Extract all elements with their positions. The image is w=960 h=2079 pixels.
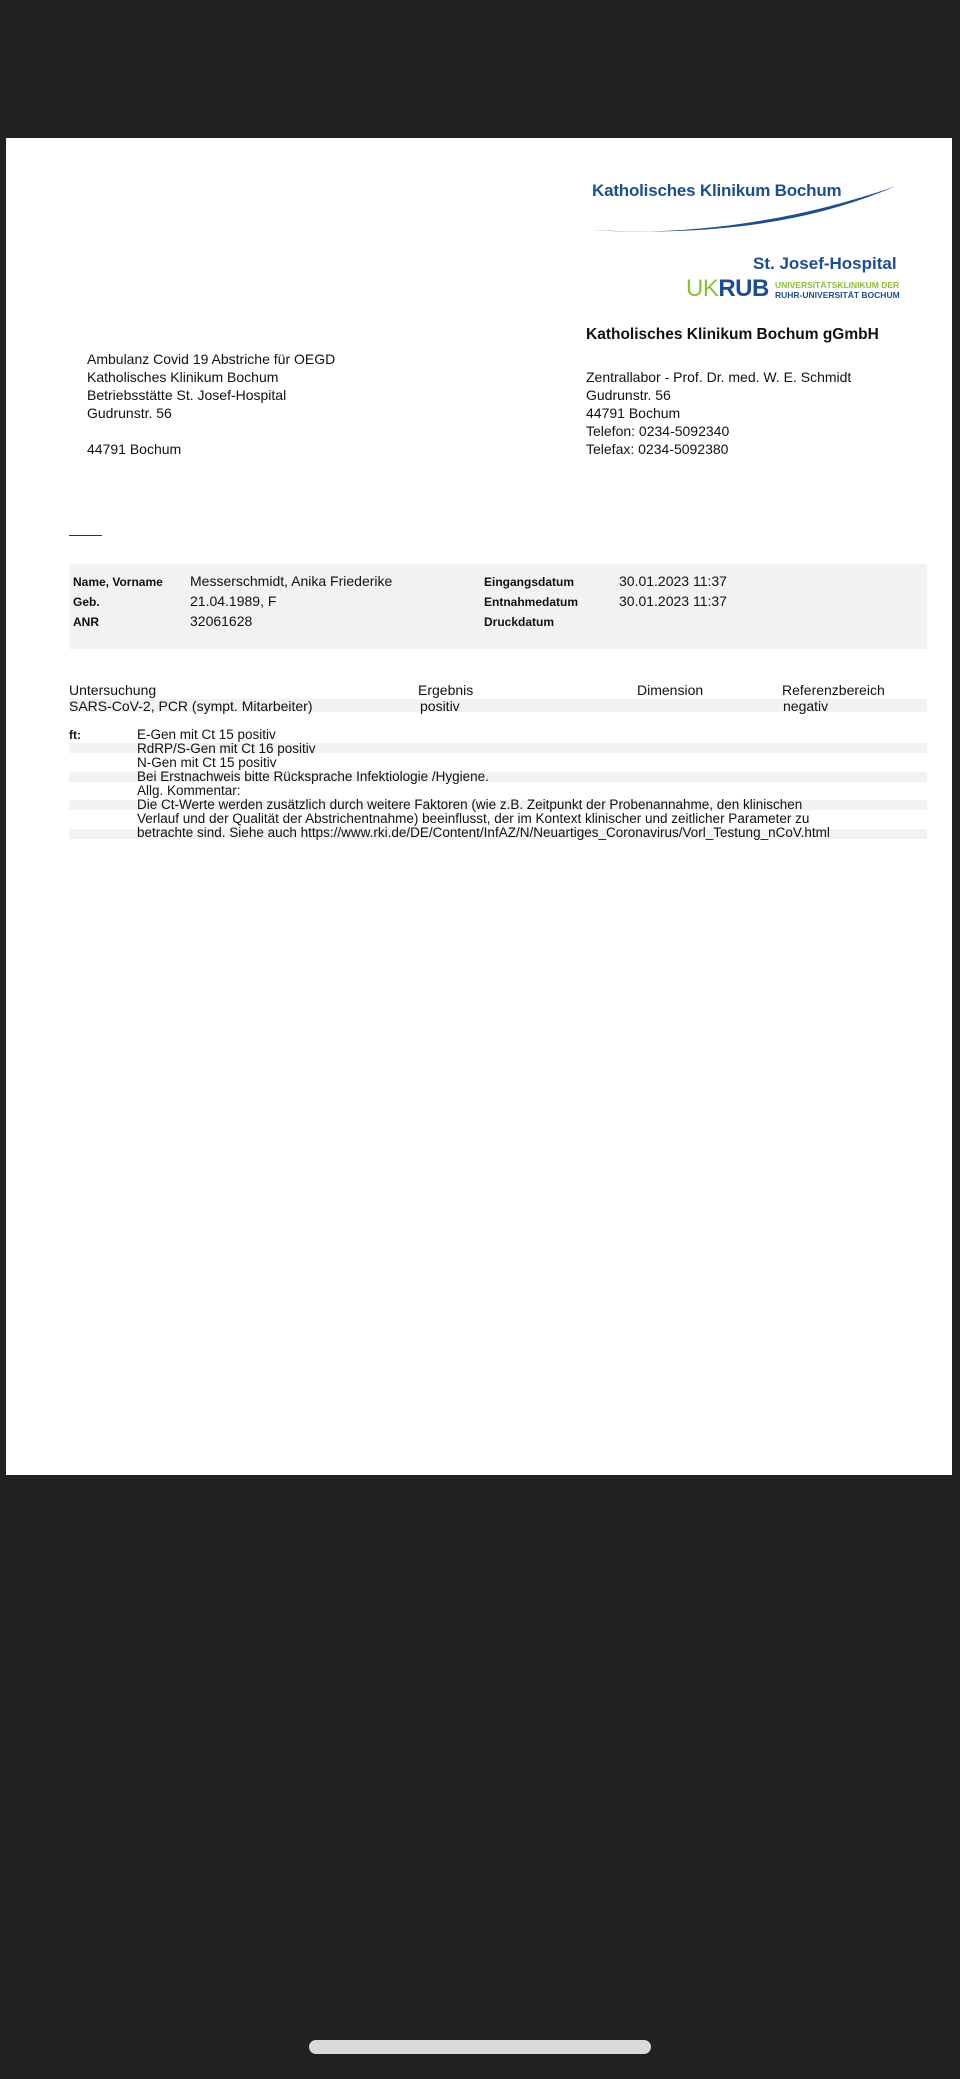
- anr-label: ANR: [73, 615, 99, 629]
- recipient-line: Katholisches Klinikum Bochum: [87, 369, 279, 385]
- sender-org: Katholisches Klinikum Bochum gGmbH: [586, 326, 879, 343]
- footnote-line: betrachte sind. Siehe auch https://www.rki.de/DE/Content/InfAZ/N/Neuartiges_Coronavirus/Vorl_Testung_nCoV.html: [137, 825, 830, 840]
- recipient-line: 44791 Bochum: [87, 441, 182, 454]
- footnote-lines: [137, 728, 830, 840]
- footnote-line: RdRP/S-Gen mit Ct 16 positiv: [137, 741, 316, 756]
- header-ergebnis: Ergebnis: [418, 682, 474, 698]
- separator-line: [69, 535, 102, 536]
- footnote-line: Bei Erstnachweis bitte Rücksprache Infektiologie /Hygiene.: [137, 769, 489, 784]
- ukrub-subtitle: [775, 280, 900, 300]
- logo-hospital-name: St. Josef-Hospital: [753, 254, 897, 273]
- document-page: [6, 138, 952, 1475]
- footnote-label: ft:: [69, 728, 81, 742]
- ukrub-subtitle-line2: RUHR-UNIVERSITÄT BOCHUM: [775, 290, 900, 300]
- logo-uk: UK: [686, 275, 719, 302]
- recipient-line: Gudrunstr. 56: [87, 405, 172, 421]
- recipient-address: [87, 350, 335, 454]
- sender-line: Zentrallabor - Prof. Dr. med. W. E. Schmidt: [586, 369, 852, 385]
- sender-line: Telefax: 0234-5092380: [586, 441, 729, 454]
- ukrub-subtitle-line1: UNIVERSITÄTSKLINIKUM DER: [775, 280, 900, 290]
- patient-info-panel: [69, 564, 927, 649]
- name-label: Name, Vorname: [73, 575, 163, 589]
- header-referenzbereich: Referenzbereich: [782, 682, 885, 698]
- druck-label: Druckdatum: [484, 615, 555, 629]
- header-untersuchung: Untersuchung: [69, 682, 157, 698]
- footnote-line: N-Gen mit Ct 15 positiv: [137, 755, 277, 770]
- header-dimension: Dimension: [637, 682, 704, 698]
- eingang-value: 30.01.2023 11:37: [619, 573, 727, 589]
- sender-address: [586, 368, 851, 454]
- entnahme-value: 30.01.2023 11:37: [619, 593, 727, 609]
- sender-line: Telefon: 0234-5092340: [586, 423, 730, 439]
- logo-title: Katholisches Klinikum Bochum: [592, 181, 842, 200]
- logo-rub: RUB: [718, 275, 769, 302]
- recipient-spacer: [87, 422, 335, 440]
- name-value: Messerschmidt, Anika Friederike: [190, 573, 393, 589]
- geb-value: 21.04.1989, F: [190, 593, 277, 609]
- result-reference: negativ: [783, 698, 829, 714]
- recipient-line: Ambulanz Covid 19 Abstriche für OEGD: [87, 351, 336, 367]
- ukrub-logo: [686, 275, 769, 303]
- logo-swoosh-icon: [588, 184, 900, 236]
- footnote-line: Verlauf und der Qualität der Abstrichentnahme) beeinflusst, der im Kontext klinischer und zeitlicher Parameter zu: [137, 811, 810, 826]
- eingang-label: Eingangsdatum: [484, 575, 575, 589]
- result-value: positiv: [420, 698, 460, 714]
- anr-value: 32061628: [190, 613, 253, 629]
- sender-line: 44791 Bochum: [586, 405, 681, 421]
- footnote-line: E-Gen mit Ct 15 positiv: [137, 727, 276, 742]
- recipient-line: Betriebsstätte St. Josef-Hospital: [87, 387, 287, 403]
- home-indicator[interactable]: [309, 2040, 651, 2054]
- geb-label: Geb.: [73, 595, 100, 609]
- sender-line: Gudrunstr. 56: [586, 387, 671, 403]
- footnote-line: Allg. Kommentar:: [137, 783, 241, 798]
- entnahme-label: Entnahmedatum: [484, 595, 579, 609]
- footnote-line: Die Ct-Werte werden zusätzlich durch weitere Faktoren (wie z.B. Zeitpunkt der Probenannahme, den klinischen: [137, 797, 803, 812]
- result-test: SARS-CoV-2, PCR (sympt. Mitarbeiter): [69, 698, 313, 714]
